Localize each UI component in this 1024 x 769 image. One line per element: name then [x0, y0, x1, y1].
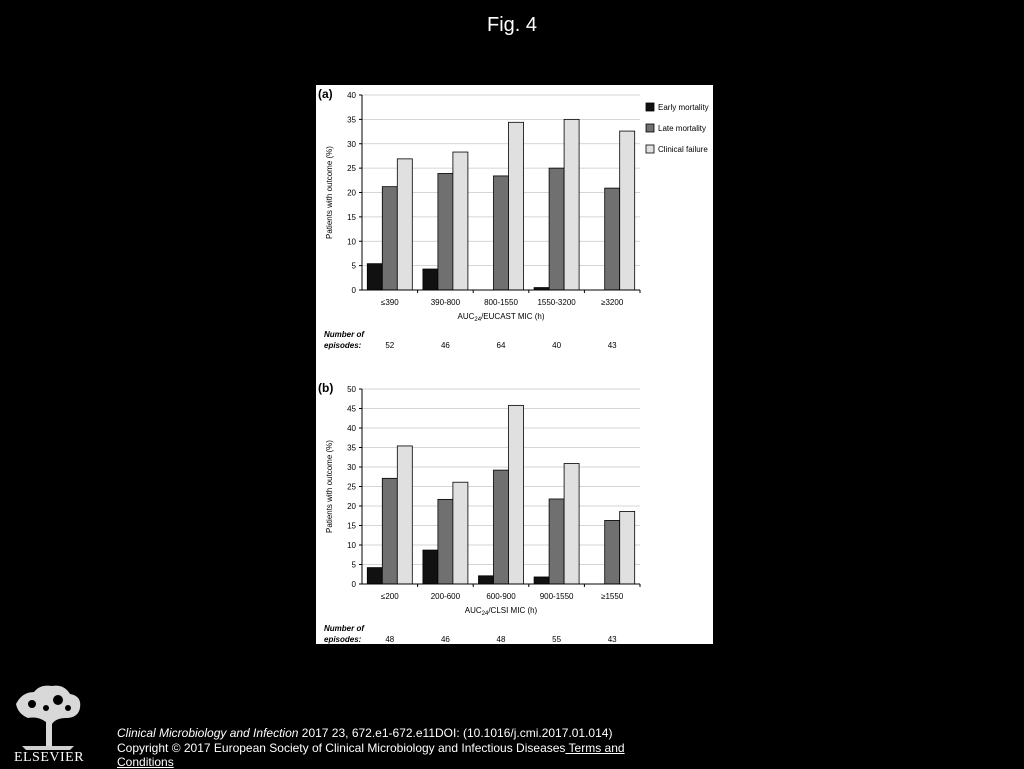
y-tick-label: 15	[347, 521, 356, 531]
bar-clinical-failure	[453, 152, 468, 290]
bar-clinical-failure	[509, 405, 524, 584]
bar-late-mortality	[382, 478, 397, 584]
x-tick-label: 900-1550	[539, 592, 574, 601]
x-axis-label-sub: 24	[481, 611, 489, 617]
bar-late-mortality	[549, 499, 564, 584]
episodes-count: 46	[440, 635, 450, 644]
episodes-count: 48	[385, 635, 395, 644]
x-tick-label: 800-1550	[484, 298, 518, 307]
x-axis-label-main: AUC	[464, 606, 482, 615]
episodes-label-line2: episodes:	[324, 635, 362, 644]
bar-late-mortality	[605, 520, 620, 584]
citation-doi: 2017 23, 672.e1-672.e11DOI: (10.1016/j.cmi.2017.01.014)	[298, 726, 613, 740]
x-axis-label	[458, 312, 545, 323]
figure-panel	[316, 85, 713, 644]
copyright	[117, 741, 677, 769]
y-tick-label: 30	[347, 463, 356, 472]
bar-clinical-failure	[564, 463, 579, 584]
episodes-label-line1: Number of	[324, 624, 364, 633]
bar-early-mortality	[423, 269, 438, 290]
bar-clinical-failure	[397, 159, 412, 290]
y-tick-label: 20	[347, 502, 356, 511]
x-axis-label-main: AUC	[457, 312, 475, 321]
y-tick-label: 35	[347, 115, 356, 125]
y-tick-label: 40	[347, 91, 356, 100]
legend-swatch	[646, 103, 654, 111]
x-tick-label: 600-900	[486, 592, 516, 601]
bar-late-mortality	[438, 173, 453, 290]
episodes-count: 48	[496, 635, 506, 644]
y-tick-label: 10	[347, 541, 356, 550]
y-tick-label: 40	[347, 424, 356, 433]
y-tick-label: 30	[347, 139, 356, 149]
terms-link[interactable]: Terms and Conditions	[117, 741, 625, 769]
bar-late-mortality	[494, 176, 509, 290]
y-tick-label: 0	[351, 286, 356, 295]
elsevier-logo-text: ELSEVIER	[13, 750, 85, 765]
bar-late-mortality	[494, 470, 509, 584]
y-tick-label: 50	[347, 385, 356, 394]
y-axis-label: Patients with outcome (%)	[325, 146, 334, 239]
bar-early-mortality	[479, 576, 494, 584]
bar-late-mortality	[382, 187, 397, 290]
y-tick-label: 35	[347, 443, 356, 453]
x-tick-label: ≤390	[380, 298, 399, 307]
chart-svg	[316, 85, 713, 644]
episodes-count: 43	[607, 635, 617, 644]
x-tick-label: ≥3200	[601, 298, 624, 307]
bar-clinical-failure	[453, 482, 468, 584]
x-axis-label	[465, 606, 538, 617]
bar-late-mortality	[605, 188, 620, 290]
bar-late-mortality	[549, 168, 564, 290]
bar-early-mortality	[534, 577, 549, 584]
bar-clinical-failure	[620, 511, 635, 584]
x-tick-label: 200-600	[430, 592, 461, 601]
y-tick-label: 45	[347, 404, 356, 414]
y-tick-label: 10	[347, 237, 356, 247]
episodes-count: 46	[440, 341, 450, 350]
bar-early-mortality	[367, 264, 382, 290]
legend-label: Early mortality	[658, 103, 709, 112]
legend-label: Late mortality	[658, 124, 707, 133]
y-tick-label: 0	[351, 580, 356, 589]
episodes-count: 55	[552, 635, 562, 644]
bar-clinical-failure	[620, 131, 635, 290]
episodes-count: 52	[385, 341, 395, 350]
citation-journal: Clinical Microbiology and Infection	[117, 726, 299, 740]
x-tick-label: 390-800	[430, 298, 461, 307]
y-tick-label: 5	[351, 560, 356, 570]
episodes-label-line2: episodes:	[324, 341, 362, 350]
y-tick-label: 20	[347, 188, 356, 198]
episodes-count: 40	[552, 341, 562, 350]
x-tick-label: ≥1550	[601, 592, 624, 601]
bar-clinical-failure	[509, 122, 524, 290]
y-tick-label: 25	[347, 164, 356, 174]
y-tick-label: 5	[351, 261, 356, 271]
y-axis-label: Patients with outcome (%)	[325, 440, 334, 533]
bar-early-mortality	[367, 568, 382, 584]
episodes-count: 43	[607, 341, 617, 350]
x-tick-label: 1550-3200	[537, 298, 576, 307]
x-axis-label-rest: /CLSI MIC (h)	[488, 606, 538, 615]
bar-late-mortality	[438, 499, 453, 584]
episodes-label-line1: Number of	[324, 330, 364, 339]
y-tick-label: 15	[347, 212, 356, 222]
panel-label: (b)	[318, 381, 334, 395]
legend-swatch	[646, 145, 654, 153]
x-tick-label: ≤200	[380, 592, 399, 601]
citation	[117, 726, 612, 740]
legend-label: Clinical failure	[658, 145, 708, 154]
legend-swatch	[646, 124, 654, 132]
x-axis-label-sub: 24	[474, 317, 482, 323]
x-axis-label-rest: /EUCAST MIC (h)	[481, 312, 545, 321]
copyright-text: Copyright © 2017 European Society of Clinical Microbiology and Infectious Diseases	[117, 741, 566, 755]
panel-label: (a)	[318, 87, 333, 101]
y-tick-label: 25	[347, 482, 356, 492]
figure-title: Fig. 4	[486, 14, 538, 36]
bar-clinical-failure	[397, 446, 412, 584]
bar-clinical-failure	[564, 119, 579, 290]
bar-early-mortality	[423, 550, 438, 584]
episodes-count: 64	[496, 341, 506, 350]
